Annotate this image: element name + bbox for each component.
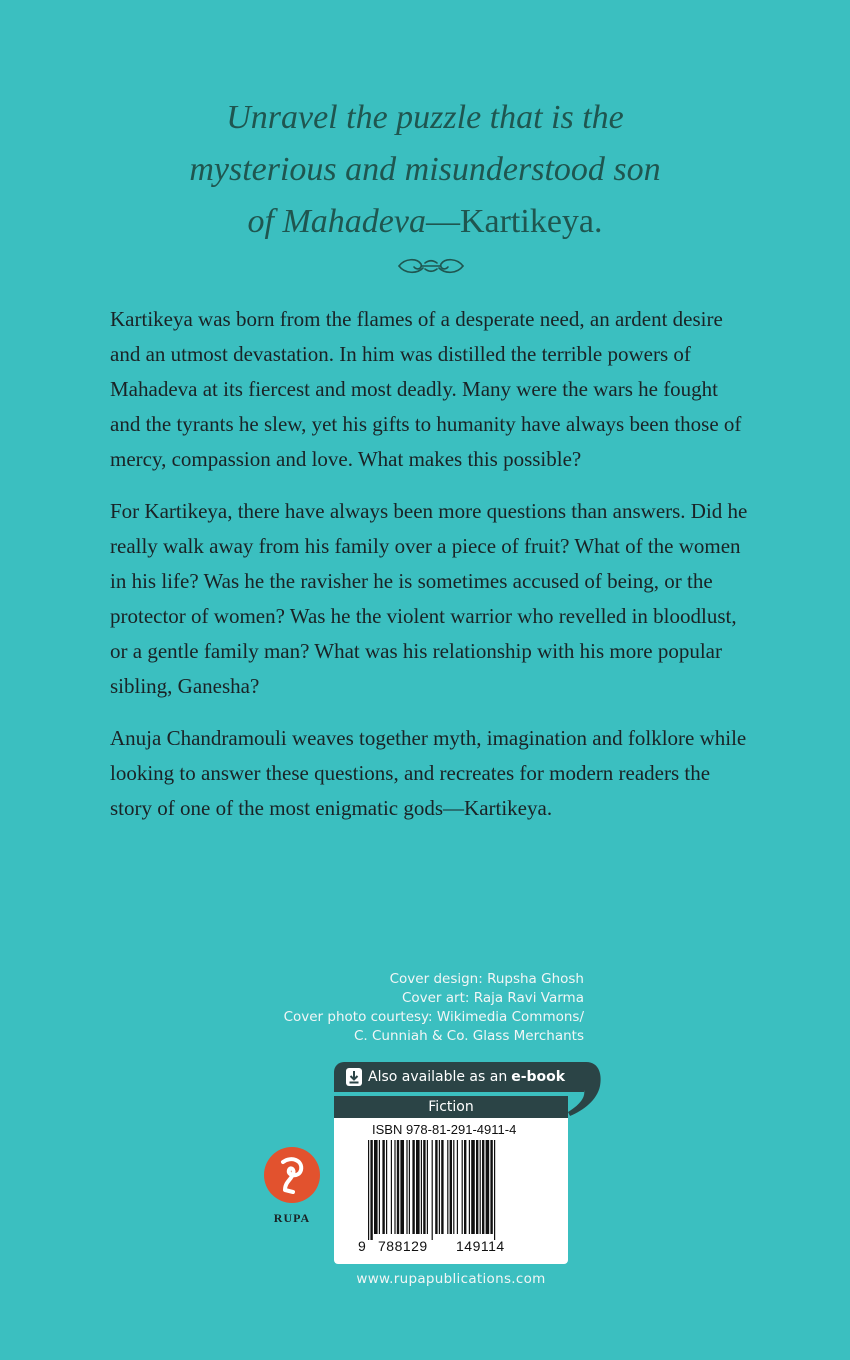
barcode-bar	[370, 1140, 372, 1240]
barcode-bar	[394, 1140, 395, 1234]
barcode-bar	[471, 1140, 475, 1234]
rupa-logo-icon	[263, 1146, 321, 1204]
barcode-bar	[427, 1140, 428, 1234]
barcode-bar	[397, 1140, 399, 1234]
publisher-name: RUPA	[273, 1211, 311, 1225]
barcode-bars	[368, 1140, 548, 1240]
barcode-bar	[374, 1140, 378, 1234]
barcode	[334, 1118, 568, 1264]
barcode-bar	[482, 1140, 484, 1234]
tagline-line-1: Unravel the puzzle that is the	[226, 99, 624, 136]
ebook-label: Also available as an	[368, 1069, 508, 1085]
credit-art: Cover art: Raja Ravi Varma	[401, 990, 584, 1006]
barcode-bar	[368, 1140, 369, 1240]
tagline-line-2: mysterious and misunderstood son	[189, 151, 661, 188]
barcode-bar	[447, 1140, 448, 1234]
barcode-bar	[450, 1140, 452, 1234]
barcode-first-digit: 9	[358, 1238, 367, 1254]
barcode-digit-group-2: 149114	[456, 1238, 505, 1254]
genre-label: Fiction	[334, 1096, 568, 1118]
blurb	[110, 302, 750, 843]
ebook-banner	[334, 1062, 584, 1092]
barcode-bar	[409, 1140, 410, 1234]
barcode-bar	[435, 1140, 437, 1234]
barcode-bar	[416, 1140, 420, 1234]
barcode-bar	[494, 1140, 495, 1240]
barcode-bar	[480, 1140, 481, 1234]
barcode-bar	[469, 1140, 470, 1234]
blurb-paragraph: Anuja Chandramouli weaves together myth, imagination and folklore while looking to answer these questions, and recreates for modern readers the story of one of the most enigmatic gods—Kartikeya.	[110, 726, 747, 820]
barcode-bar	[441, 1140, 443, 1234]
barcode-bar	[423, 1140, 425, 1234]
barcode-bar	[453, 1140, 454, 1234]
barcode-bar	[391, 1140, 392, 1234]
barcode-bar	[400, 1140, 404, 1234]
blurb-paragraph: For Kartikeya, there have always been more questions than answers. Did he really walk away from his family over a piece of fruit? What of the women in his life? Was he the ravisher he is sometimes accused of being, or the protector of women? Was he the violent warrior who revelled in bloodlust, or a gentle family man? What was his relationship with his more popular sibling, Ganesha?	[110, 499, 748, 698]
ebook-label-bold: e-book	[511, 1069, 566, 1085]
isbn-label: ISBN 978-81-291-4911-4	[372, 1122, 517, 1137]
tagline	[100, 92, 750, 248]
barcode-bar	[386, 1140, 387, 1234]
barcode-bar	[421, 1140, 422, 1234]
tagline-line-3-plain: —Kartikeya.	[425, 203, 603, 240]
credit-photo-2: C. Cunniah & Co. Glass Merchants	[353, 1028, 584, 1044]
tagline-line-3-italic: of Mahadeva	[247, 203, 426, 240]
barcode-bar	[412, 1140, 414, 1234]
barcode-bar	[486, 1140, 490, 1234]
download-icon	[346, 1068, 362, 1086]
barcode-bar	[379, 1140, 380, 1234]
barcode-bar	[490, 1140, 492, 1234]
tagline-line-3	[100, 196, 750, 248]
barcode-bar	[464, 1140, 466, 1234]
barcode-bar	[439, 1140, 440, 1234]
barcode-bar	[457, 1140, 458, 1234]
blurb-paragraph: Kartikeya was born from the flames of a desperate need, an ardent desire and an utmost devastation. In him was distilled the terrible powers of Mahadeva at its fiercest and most deadly. Many were the wars he fought and the tyrants he slew, yet his gifts to humanity have always been those of mercy, compassion and love. What makes this possible?	[110, 307, 742, 471]
flourish-divider-icon	[395, 255, 467, 277]
cover-credits	[260, 970, 584, 1046]
barcode-bar	[382, 1140, 384, 1234]
publisher-website: www.rupapublications.com	[356, 1271, 546, 1287]
barcode-bar	[406, 1140, 407, 1234]
credit-design: Cover design: Rupsha Ghosh	[389, 971, 584, 987]
barcode-digit-group-1: 788129	[378, 1238, 428, 1254]
barcode-bar	[432, 1140, 433, 1240]
credit-photo: Cover photo courtesy: Wikimedia Commons/	[283, 1009, 584, 1025]
barcode-bar	[462, 1140, 463, 1234]
barcode-bar	[476, 1140, 478, 1234]
